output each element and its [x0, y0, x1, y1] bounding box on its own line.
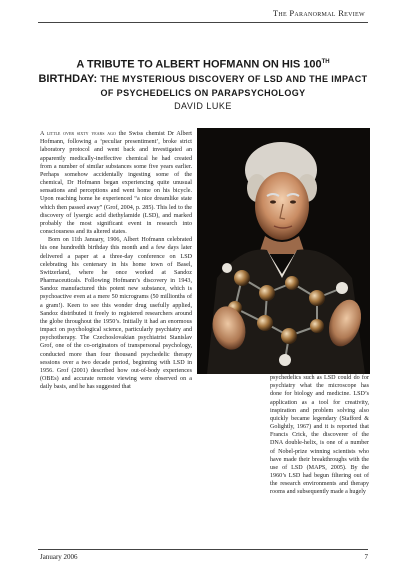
- header-rule: [38, 22, 368, 23]
- article-subtitle: THE MYSTERIOUS DISCOVERY OF LSD AND THE IMPACT OF PSYCHEDELICS ON PARAPSYCHOLOGY: [100, 73, 368, 98]
- author-byline: DAVID LUKE: [174, 101, 232, 111]
- hofmann-portrait-image: [197, 128, 370, 374]
- paragraph-1: [40, 130, 192, 236]
- title-birthday: BIRTHDAY:: [38, 72, 98, 85]
- paragraph-1-text: the Swiss chemist Dr Albert Hofmann, following a ‘peculiar presentiment’, broke strict laboratory protocol and went back and investigated an apparently medically-ineffective chemical he had created from a number of similar substances some five years earlier. Perhaps somehow accidentally ingesting some of the chemical, Dr Hofmann began experiencing quite unusual sensations and perceptions and went home on his bicycle. Upon reaching home he experienced “a nice dreamlike state which then passed away” (Grof, 2004, p. 285). This led to the discovery of lysergic acid diethylamide (LSD), and marked probably the most significant event in research into consciousness and its altered states.: [40, 131, 192, 236]
- lead-in: A little over sixty years ago: [40, 131, 116, 137]
- footer-rule: [38, 549, 368, 550]
- title-superscript: TH: [321, 59, 330, 65]
- running-header: The Paranormal Review: [272, 8, 365, 18]
- portrait-photo: [197, 128, 370, 374]
- paragraph-3: psychedelics such as LSD could do for psychiatry what the microscope has done for biology and medicine. LSD’s application as a tool for creativity, inspiration and problem solving also quickly became legendary (Stafford & Golightly, 1967) and it is reported that Francis Crick, the discoverer of the DNA double-helix, is one of a number of Nobel-prize winning scientists who have made their breakthroughs with the use of LSD (MAPS, 2005). By the 1960’s LSD had begun filtering out of the research environments and therapy rooms and subsequently made a hugely: [270, 375, 369, 496]
- right-column: [270, 374, 369, 497]
- page-number: 7: [364, 553, 368, 561]
- title-main: A TRIBUTE TO ALBERT HOFMANN ON HIS 100: [76, 58, 322, 71]
- left-column: [40, 130, 192, 392]
- footer-date: January 2006: [40, 553, 78, 561]
- article-title: [38, 55, 368, 100]
- paragraph-2: Born on 11th January, 1906, Albert Hofmann celebrated his one hundredth birthday this month and a few days later delivered a paper at a three-day conference on LSD celebrating his centenary in his home town of Basel, Switzerland, where he once worked at Sandoz Pharmaceuticals. Following Hofmann’s discovery in 1943, Sandoz manufactured this potent new substance, which is psychoactive even at a mere 50 micrograms (50 millionths of a gram!). Keen to see this wonder drug usefully applied, Sandoz distributed it freely to registered researchers around the globe throughout the 1950’s. Initially it had an enormous impact on psychological science, particularly psychiatry and psychotherapy. The Czechoslovakian psychiatrist Stanislav Grof, one of the co-originators of transpersonal psychology, conducted more than four thousand psychedelic therapy sessions over a two decade period, beginning with LSD in 1956. Grof (2001) described how out-of-body experiences (OBEs) and accurate remote viewing were observed on a daily basis, and he has suggested that: [40, 237, 192, 391]
